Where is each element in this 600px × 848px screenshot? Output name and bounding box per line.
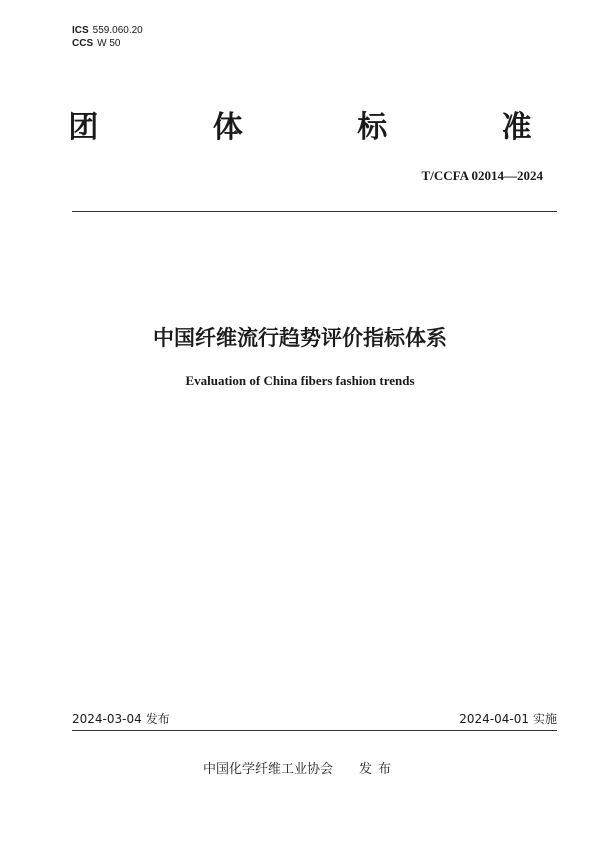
ics-value: 559.060.20 xyxy=(92,25,143,36)
issue-date-block xyxy=(72,710,170,727)
effective-label: 实施 xyxy=(532,712,557,726)
issue-date: 2024-03-04 xyxy=(72,712,142,726)
ccs-value: W 50 xyxy=(97,38,121,49)
document-title-chinese: 中国纤维流行趋势评价指标体系 xyxy=(153,326,447,350)
standard-number: T/CCFA 02014—2024 xyxy=(421,168,543,183)
document-title-english: Evaluation of China fibers fashion trends xyxy=(185,373,415,388)
standard-type-title: 团 体 标 准 xyxy=(68,110,584,145)
ccs-label: CCS xyxy=(72,38,94,49)
ics-code xyxy=(72,24,143,37)
bottom-divider xyxy=(72,730,557,731)
effective-date: 2024-04-01 xyxy=(459,712,529,726)
ics-label: ICS xyxy=(72,25,89,36)
publisher-name: 中国化学纤维工业协会 xyxy=(202,762,333,777)
top-divider xyxy=(72,211,557,212)
issue-label: 发布 xyxy=(145,712,170,726)
publisher-action: 发布 xyxy=(359,762,398,777)
effective-date-block xyxy=(459,710,557,727)
classification-codes xyxy=(72,24,143,50)
publisher-line xyxy=(0,758,600,777)
ccs-code xyxy=(72,37,143,50)
